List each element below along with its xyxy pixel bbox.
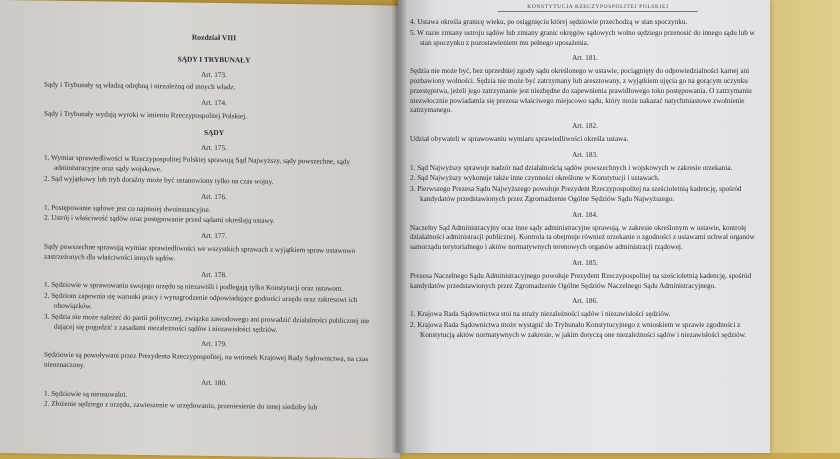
article-list [44,154,384,189]
section-subtitle: SĄDY [203,127,225,137]
list-item: 1. Wymiar sprawiedliwości w Rzeczypospolitej Polskiej sprawują Sąd Najwyższy, sądy powszechne, sądy administracyjne oraz sądy wojskowe. [44,153,350,174]
article-heading: Art. 175. [201,143,227,152]
left-page [0,0,400,459]
list-item: 4. Ustawa określa granicę wieku, po osiągnięciu której sędziowie przechodzą w stan spoczynku. [410,18,688,26]
list-item: 2. Krajowa Rada Sądownictwa może wystąpić do Trybunału Konstytucyjnego z wnioskiem w sprawie zgodności z Konstytucją aktów normatywnych w zakresie, w jakim dotyczą one niezależności sądów i niezawisłości sędziów. [410,320,747,339]
article-heading: Art. 179. [201,340,227,349]
table-surface-right [760,0,840,453]
article-heading: Art. 178. [201,270,227,279]
book-gutter [392,0,406,453]
article-text: Sędzia nie może być, bez uprzedniej zgody sądu określonego w ustawie, pociągnięty do odpowiedzialności karnej ani pozbawiony wolności. Sędzia nie może być zatrzymany lub aresztowany, z wyjątkiem ujęcia go na gorącym uczynku przestępstwa, jeżeli jego zatrzymanie jest niezbędne do zapewnienia prawidłowego toku postępowania. O zatrzymaniu niezwłocznie powiadamia się prezesa właściwego miejscowo sądu, który może nakazać natychmiastowe zwolnienie zatrzymanego. [410,67,752,115]
article-heading: Art. 184. [572,210,598,219]
article-heading: Art. 183. [572,150,598,159]
list-item: 3. Pierwszego Prezesa Sądu Najwyższego powołuje Prezydent Rzeczypospolitej na sześcioletnią kadencję, spośród kandydatów przedstawionych przez Zgromadzenie Ogólne Sędziów Sądu Najwyższego. [410,185,742,203]
article-heading: Art. 174. [201,98,227,108]
list-item: 2. Ustrój i właściwość sądów oraz postępowanie przed sądami określają ustawy. [44,213,275,226]
list-item: 5. W razie zmiany ustroju sądów lub zmiany granic okręgów sądowych wolno sędziego przenosić do innego sądu lub w stan spoczynku z pozostawieniem mu pełnego uposażenia. [410,28,755,47]
article-list [44,281,384,337]
chapter-heading: Rozdział VIII [191,32,237,43]
article-text: Sądy i Trybunały wydają wyroki w imieniu Rzeczypospolitej Polskiej. [44,109,248,121]
article-text: Sędziowie są powoływani przez Prezydenta Rzeczypospolitej, na wniosek Krajowej Rady Sądownictwa, na czas nieoznaczony. [44,350,369,370]
list-item: 2. Sąd wyjątkowy lub tryb doraźny może być ustanowiony tylko na czas wojny. [44,174,274,186]
list-item: 1. Krajowa Rada Sądownictwa stoi na straży niezależności sądów i niezawisłości sędziów. [410,310,671,319]
article-list [44,203,384,228]
article-heading: Art. 182. [572,122,598,131]
list-item: 3. Sędzia nie może należeć do partii politycznej, związku zawodowego ani prowadzić działalności publicznej nie dającej się pogodzić z zasadami niezależności sądów i niezawisłości sędziów. [44,312,370,334]
right-page [398,0,770,453]
article-text: Sądy powszechne sprawują wymiar sprawiedliwości we wszystkich sprawach z wyjątkiem spraw ustawowo zastrzeżonych dla właściwości innych sądów. [44,242,356,263]
right-page-content [410,18,760,342]
list-item: 1. Postępowanie sądowe jest co najmniej dwuinstancyjne. [44,203,211,214]
article-list [44,389,384,414]
running-header: KONSTYTUCJA RZECZYPOSPOLITEJ POLSKIEJ [498,4,698,12]
article-heading: Art. 185. [572,258,598,267]
list-item: 1. Sędziowie w sprawowaniu swojego urzędu są niezawiśli i podlegają tylko Konstytucji oraz ustawom. [44,280,344,294]
article-heading: Art. 181. [572,54,598,63]
list-item: 2. Złożenie sędziego z urzędu, zawieszenie w urzędowaniu, przeniesienie do innej siedziby lub [44,399,318,412]
article-heading: Art. 177. [201,231,227,241]
article-text: Naczelny Sąd Administracyjny oraz inne sądy administracyjne sprawują, w zakresie określonym w ustawie, kontrolę działalności administracji publicznej. Kontrola ta obejmuje również orzekanie o zgodności z ustawami uchwał organów samorządu terytorialnego i aktów normatywnych terenowych organów administracji rządowej. [410,223,755,252]
article-text: Sądy i Trybunały są władzą odrębną i niezależną od innych władz. [44,81,236,92]
list-item: 1. Sąd Najwyższy sprawuje nadzór nad działalnością sądów powszechnych i wojskowych w zakresie orzekania. [410,163,733,172]
article-heading: Art. 173. [201,70,227,79]
article-list [410,18,760,48]
list-item: 2. Sąd Najwyższy wykonuje także inne czynności określone w Konstytucji i ustawach. [410,174,660,183]
article-heading: Art. 186. [572,297,598,306]
article-list [410,164,760,205]
chapter-title: SĄDY I TRYBUNAŁY [177,54,251,65]
left-page-content [44,31,384,416]
article-heading: Art. 176. [201,192,227,201]
article-list [410,310,760,340]
article-text: Udział obywateli w sprawowaniu wymiaru sprawiedliwości określa ustawa. [410,134,629,143]
article-heading: Art. 180. [201,378,227,387]
list-item: 2. Sędziom zapewnia się warunki pracy i wynagrodzenie odpowiadające godności urzędu oraz zakresowi ich obowiązków. [44,291,358,311]
article-text: Prezesa Naczelnego Sądu Administracyjnego powołuje Prezydent Rzeczypospolitej na sześcioletnią kadencję, spośród kandydatów przedstawionych przez Zgromadzenie Ogólne Sędziów Naczelnego Sądu Administracyjnego. [410,271,752,290]
list-item: 1. Sędziowie są nieusuwalni. [44,389,128,399]
